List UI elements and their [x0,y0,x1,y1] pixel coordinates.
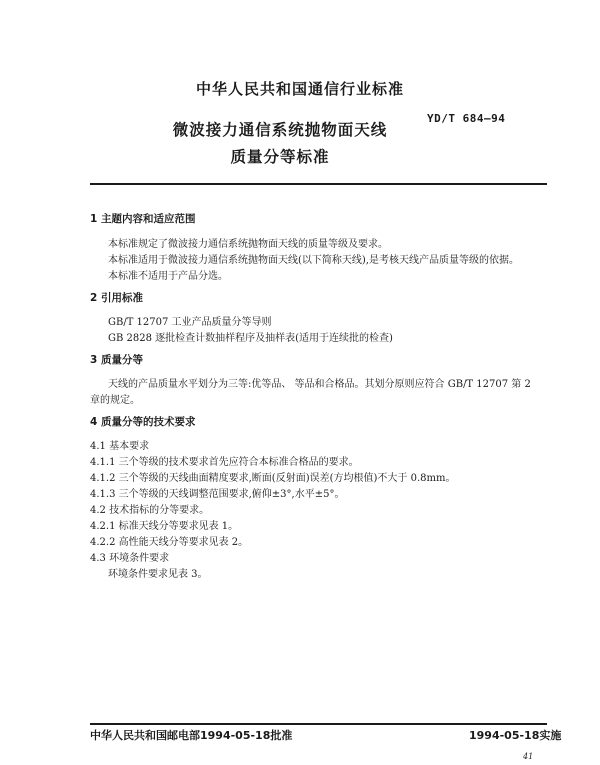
section-1-paragraph: 本标准不适用于产品分选。 [108,271,228,282]
clause-item: 环境条件要求见表 3。 [108,569,208,580]
page-number: 41 [523,752,534,761]
implementation-date: 1994-05-18实施 [469,729,562,742]
approval-date: 中华人民共和国邮电部1994-05-18批准 [90,729,293,742]
clause-item: 4.2 技术指标的分等要求。 [90,505,210,516]
section-1-paragraph: 本标准适用于微波接力通信系统抛物面天线(以下简称天线),是考核天线产品质量等级的依据。 [108,255,519,266]
clause-item: 4.1.2 三个等级的天线曲面精度要求,断面(反射面)误差(方均根值)不大于 0.8mm。 [90,473,456,484]
clause-item: 4.2.2 高性能天线分等要求见表 2。 [90,537,249,548]
issuing-body-header: 中华人民共和国通信行业标准 [195,80,404,98]
reference-standard: GB 2828 逐批检查计数抽样程序及抽样表(适用于连续批的检查) [108,333,393,344]
standard-title-line2: 质量分等标准 [230,148,330,166]
section-3-paragraph: 天线的产品质量水平划分为三等:优等品、 等品和合格品。其划分原则应符合 GB/T 12707 第 2 [108,379,531,390]
section-4-heading: 4 质量分等的技术要求 [90,416,196,428]
reference-standard: GB/T 12707 工业产品质量分等导则 [108,317,272,328]
clause-item: 4.3 环境条件要求 [90,553,170,564]
section-2-heading: 2 引用标准 [90,292,143,304]
clause-item: 4.2.1 标准天线分等要求见表 1。 [90,521,239,532]
clause-item: 4.1 基本要求 [90,441,150,452]
header-divider [90,183,547,185]
clause-item: 4.1.1 三个等级的技术要求首先应符合本标准合格品的要求。 [90,457,359,468]
section-3-heading: 3 质量分等 [90,354,143,366]
clause-item: 4.1.3 三个等级的天线调整范围要求,俯仰±3°,水平±5°。 [90,489,345,500]
section-1-paragraph: 本标准规定了微波接力通信系统抛物面天线的质量等级及要求。 [108,239,388,250]
section-3-paragraph: 章的规定。 [90,395,140,406]
footer-divider [90,723,547,725]
standard-title-line1: 微波接力通信系统抛物面天线 [172,121,388,139]
section-1-heading: 1 主题内容和适应范围 [90,213,196,225]
standard-code: YD/T 684—94 [427,112,506,125]
